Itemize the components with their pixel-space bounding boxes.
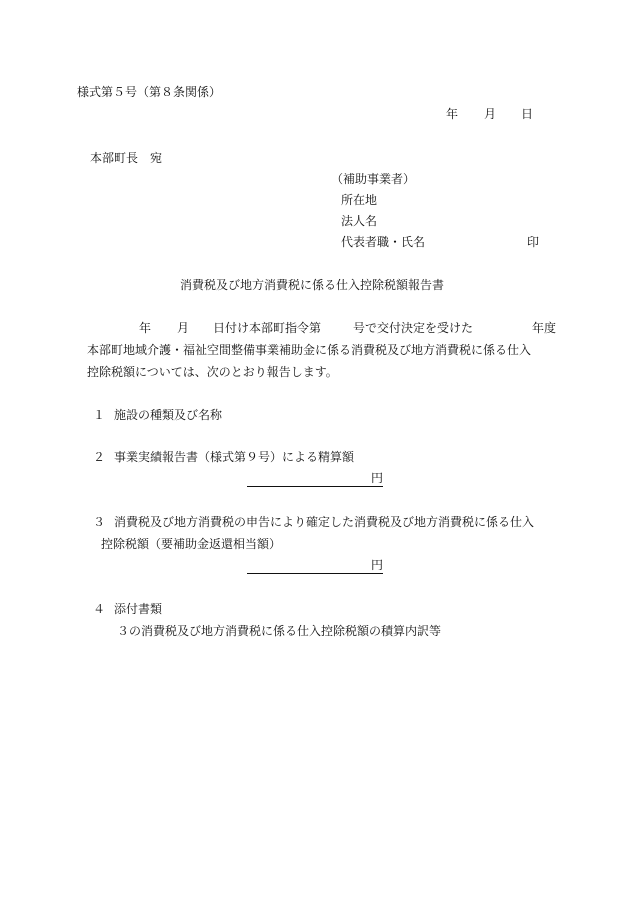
item-1-text: 施設の種類及び名称 <box>114 408 223 422</box>
date-day-label: 日 <box>521 107 534 121</box>
item-4-text-2: ３の消費税及び地方消費税に係る仕入控除税額の積算内訳等 <box>117 624 442 638</box>
addressee: 本部町長 宛 <box>90 151 163 165</box>
corporation-label: 法人名 <box>341 214 378 228</box>
item-3-amount-line <box>247 573 383 574</box>
body-date-suffix: 日付け本部町指令第 <box>213 321 322 335</box>
item-3-text-2: 控除税額（要補助金返還相当額） <box>101 537 282 551</box>
item-4-number: ４ <box>93 602 106 616</box>
date-year-label: 年 <box>446 107 459 121</box>
item-2-number: ２ <box>93 450 106 464</box>
item-3-text: 消費税及び地方消費税の申告により確定した消費税及び地方消費税に係る仕入 <box>114 515 535 529</box>
item-1-number: １ <box>93 408 106 422</box>
representative-label: 代表者職・氏名 <box>341 235 426 249</box>
item-2-unit: 円 <box>371 471 384 485</box>
form-number: 様式第５号（第８条関係） <box>77 85 222 99</box>
body-fiscal-year: 年度 <box>532 321 557 335</box>
body-line-2: 本部町地域介護・福祉空間整備事業補助金に係る消費税及び地方消費税に係る仕入 <box>87 343 532 357</box>
address-label: 所在地 <box>341 193 378 207</box>
body-month: 月 <box>177 321 190 335</box>
item-2-text: 事業実績報告書（様式第９号）による精算額 <box>114 450 355 464</box>
document-title: 消費税及び地方消費税に係る仕入控除税額報告書 <box>180 278 445 292</box>
item-3-number: ３ <box>93 515 106 529</box>
seal-mark: 印 <box>527 235 540 249</box>
body-number-suffix: 号で交付決定を受けた <box>353 321 474 335</box>
item-2-amount-line <box>247 486 383 487</box>
applicant-heading: （補助事業者） <box>331 172 416 186</box>
body-line-3: 控除税額については、次のとおり報告します。 <box>87 365 338 379</box>
body-year: 年 <box>139 321 152 335</box>
date-month-label: 月 <box>484 107 497 121</box>
item-4-text: 添付書類 <box>114 602 163 616</box>
item-3-unit: 円 <box>371 558 384 572</box>
